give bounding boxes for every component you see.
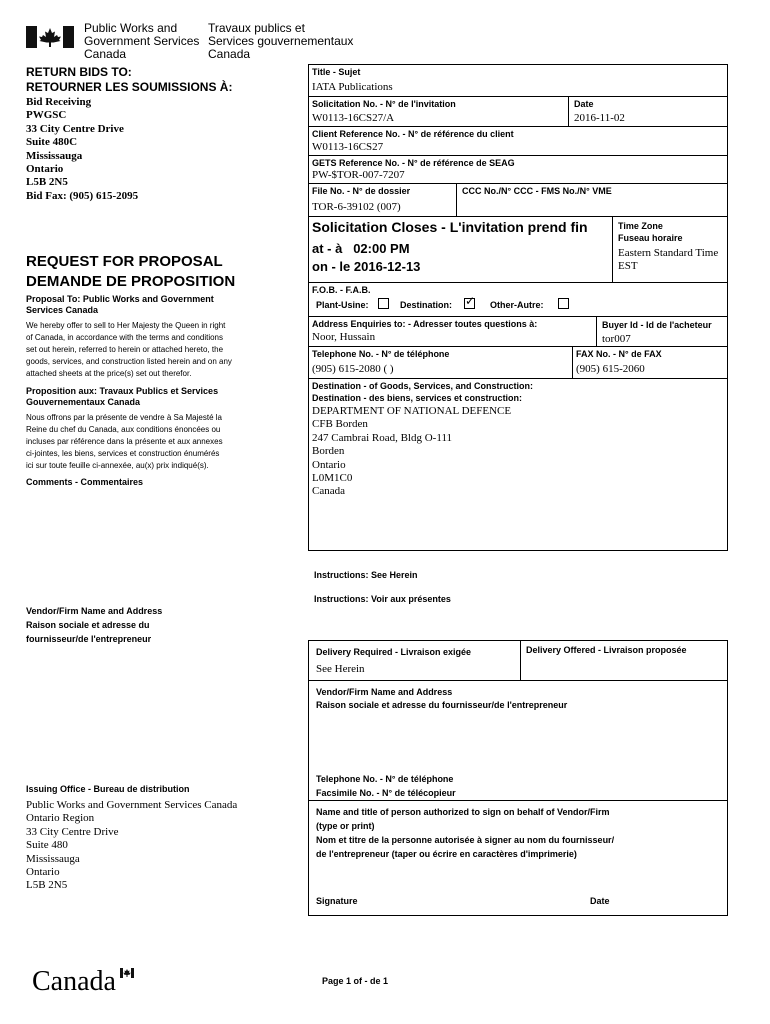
solicitation-no-label: Solicitation No. - N° de l'invitation	[312, 99, 456, 109]
gets-reference-value: PW-$TOR-007-7207	[312, 169, 405, 181]
fob-plant-label: Plant-Usine:	[316, 300, 369, 310]
file-no-label: File No. - N° de dossier	[312, 186, 411, 196]
vendor-phone-fax-labels: Telephone No. - N° de téléphone Facsimile No. - N° de télécopieur	[316, 774, 456, 798]
wordmark-flag-icon	[120, 968, 134, 978]
telephone-value: (905) 615-2080 ( )	[312, 363, 394, 375]
telephone-label: Telephone No. - N° de téléphone	[312, 349, 450, 359]
fob-other-label: Other-Autre:	[490, 300, 544, 310]
return-bids-address: Bid Receiving PWGSC 33 City Centre Drive Suite 480C Mississauga Ontario L5B 2N5 Bid Fax: (905) 615-2095	[26, 96, 139, 202]
instructions-en: Instructions: See Herein	[314, 570, 418, 580]
comments-label: Comments - Commentaires	[26, 477, 144, 487]
date-value: 2016-11-02	[574, 112, 625, 124]
time-zone-label: Time Zone Fuseau horaire	[618, 221, 683, 243]
signature-date-label: Date	[590, 896, 610, 906]
time-zone-value: Eastern Standard Time EST	[618, 247, 719, 272]
fax-label: FAX No. - N° de FAX	[576, 349, 662, 359]
delivery-required-label: Delivery Required - Livraison exigée	[316, 647, 472, 657]
return-bids-heading: RETURN BIDS TO: RETOURNER LES SOUMISSIONS À:	[26, 65, 233, 94]
ccc-no-label: CCC No./N° CCC - FMS No./N° VME	[462, 186, 612, 196]
vendor-name-address-label: Vendor/Firm Name and Address Raison sociale et adresse du fournisseur/de l'entrepreneur	[316, 687, 568, 710]
closing-time: at - à 02:00 PM	[312, 241, 410, 256]
issuing-office-address: Public Works and Government Services Canada Ontario Region 33 City Centre Drive Suite 480 Mississauga Ontario L5B 2N5	[26, 799, 238, 892]
instructions-fr: Instructions: Voir aux présentes	[314, 594, 451, 604]
destination-label: Destination - of Goods, Services, and Construction: Destination - des biens, services et construction:	[312, 381, 534, 403]
canada-flag-icon	[26, 26, 74, 48]
client-reference-value: W0113-16CS27	[312, 141, 384, 153]
address-enquiries-label: Address Enquiries to: - Adresser toutes questions à:	[312, 319, 538, 329]
delivery-offered-label: Delivery Offered - Livraison proposée	[526, 645, 687, 655]
proposal-to-body: We hereby offer to sell to Her Majesty the Queen in right of Canada, in accordance with the terms and conditions set out herein, referred to herein or attached hereto, the goods, services, and construction listed herein and on any attached sheets at the price(s) set out therefor.	[26, 321, 232, 378]
authorized-person-label: Name and title of person authorized to sign on behalf of Vendor/Firm (type or print) Nom et titre de la personne autorisée à signer au nom du fournisseur/ de l'entrepreneur (taper ou écrire en caractères d'imprimerie)	[316, 807, 615, 859]
destination-address: DEPARTMENT OF NATIONAL DEFENCE CFB Borden 247 Cambrai Road, Bldg O-111 Borden Ontario L0M1C0 Canada	[312, 405, 512, 498]
department-name-fr: Travaux publics et Services gouvernementaux Canada	[208, 21, 354, 61]
buyer-id-label: Buyer Id - Id de l'acheteur	[602, 320, 712, 330]
page-number: Page 1 of - de 1	[322, 976, 389, 986]
file-no-value: TOR-6-39102 (007)	[312, 201, 401, 213]
proposition-aux-body: Nous offrons par la présente de vendre à Sa Majesté la Reine du chef du Canada, aux conditions énoncées ou incluses par référence dans la présente et aux annexes ci-jointes, les biens, services et construction énumérés ici sur toute feuille ci-annexée, au(x) prix indiqué(s).	[26, 413, 223, 470]
proposition-aux-label: Proposition aux: Travaux Publics et Services Gouvernementaux Canada	[26, 386, 219, 407]
delivery-required-value: See Herein	[316, 663, 365, 675]
fob-other-checkbox[interactable]	[558, 298, 569, 309]
fax-value: (905) 615-2060	[576, 363, 645, 375]
fob-destination-label: Destination:	[400, 300, 453, 310]
proposal-to-label: Proposal To: Public Works and Government Services Canada	[26, 294, 214, 315]
signature-label: Signature	[316, 896, 358, 906]
address-enquiries-value: Noor, Hussain	[312, 331, 376, 343]
canada-wordmark: Canada	[32, 966, 116, 997]
buyer-id-value: tor007	[602, 333, 631, 345]
title-value: IATA Publications	[312, 81, 393, 93]
request-for-proposal-title: REQUEST FOR PROPOSAL DEMANDE DE PROPOSITION	[26, 253, 236, 290]
fob-plant-checkbox[interactable]	[378, 298, 389, 309]
issuing-office-label: Issuing Office - Bureau de distribution	[26, 784, 190, 794]
date-label: Date	[574, 99, 594, 109]
solicitation-closes-title: Solicitation Closes - L'invitation prend fin	[312, 219, 588, 235]
check-mark-icon: ✓	[465, 294, 476, 308]
title-label: Title - Sujet	[312, 67, 361, 77]
gets-reference-label: GETS Reference No. - N° de référence de SEAG	[312, 158, 515, 168]
fob-label: F.O.B. - F.A.B.	[312, 285, 371, 295]
solicitation-no-value: W0113-16CS27/A	[312, 112, 395, 124]
client-reference-label: Client Reference No. - N° de référence du client	[312, 129, 514, 139]
closing-date: on - le 2016-12-13	[312, 259, 421, 274]
department-name-en: Public Works and Government Services Canada	[84, 21, 200, 61]
vendor-name-address-label-left: Vendor/Firm Name and Address Raison sociale et adresse du fournisseur/de l'entrepreneur	[26, 606, 163, 644]
